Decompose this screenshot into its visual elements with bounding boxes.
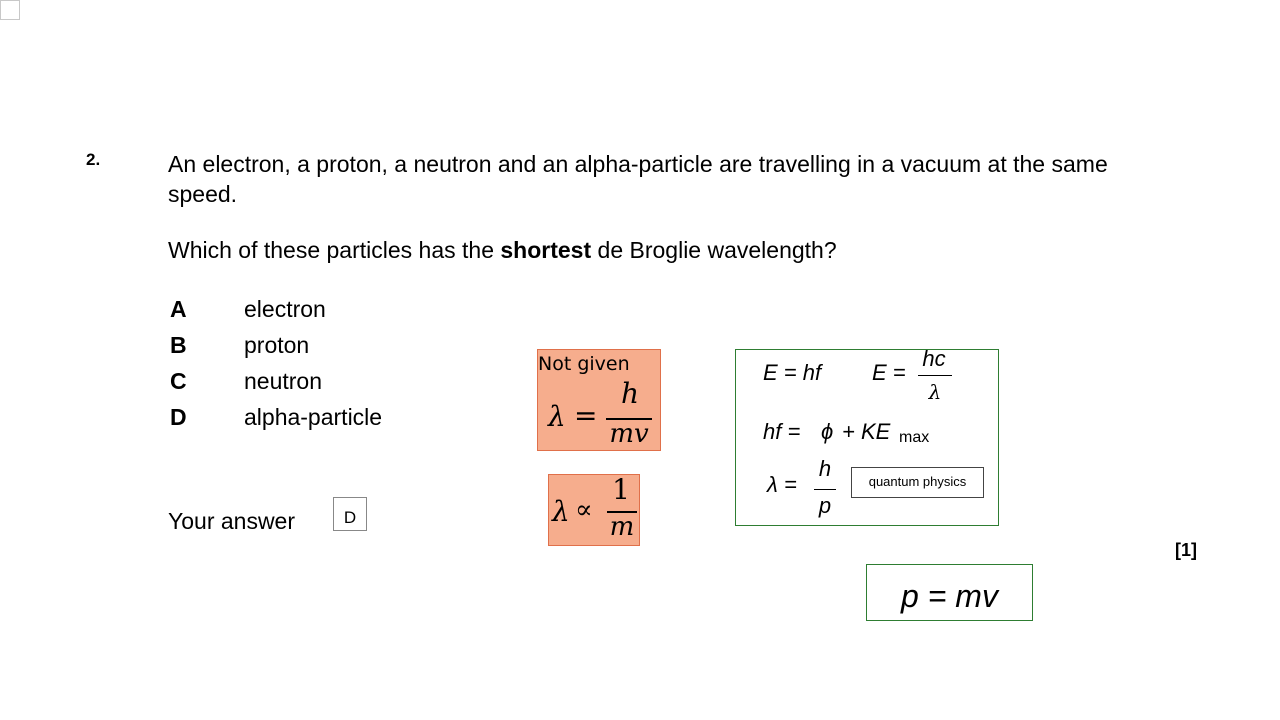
formula-h-bar: [814, 489, 836, 490]
prompt-end: de Broglie wavelength?: [591, 237, 837, 263]
formula-box: [735, 346, 999, 526]
formula-hc: hc: [922, 346, 946, 371]
option-d-letter: D: [170, 404, 187, 430]
option-b-text: proton: [244, 332, 310, 358]
option-b-letter: B: [170, 332, 187, 358]
answer-label: Your answer: [168, 508, 296, 534]
option-a-letter: A: [170, 296, 187, 322]
not-given-label: Not given: [538, 353, 630, 375]
option-c-letter: C: [170, 368, 187, 394]
question-number: 2.: [86, 150, 101, 169]
quantum-physics-tag: quantum physics: [851, 467, 984, 498]
formula-lambda-eq: λ =: [767, 472, 797, 497]
note2-denominator: m: [609, 512, 635, 542]
option-c-text: neutron: [244, 368, 323, 394]
momentum-formula-box: p = mv: [866, 564, 1033, 621]
prompt-start: Which of these particles has the: [168, 237, 501, 263]
formula-h-numerator: h: [818, 456, 832, 481]
note1-denominator: mv: [609, 419, 649, 449]
proportionality-note: [548, 474, 640, 546]
formula-plus-ke: + KE: [842, 419, 891, 444]
option-a-text: electron: [244, 296, 326, 322]
note2-numerator: 1: [612, 473, 630, 506]
note1-equals: =: [574, 399, 598, 432]
formula-max-subscript: max: [899, 429, 930, 446]
formula-hc-bar: [918, 375, 952, 376]
de-broglie-note: [537, 349, 661, 451]
prompt-emphasis: shortest: [500, 237, 592, 263]
note2-proportional: ∝: [575, 495, 593, 525]
option-d-text: alpha-particle: [244, 404, 383, 430]
note2-lambda: λ: [552, 495, 570, 528]
question-prompt: [168, 237, 837, 264]
formula-e-hf: E = hf: [763, 360, 822, 385]
formula-e-left: E =: [872, 360, 906, 385]
note1-numerator: h: [620, 377, 640, 410]
formula-lambda-denominator: λ: [928, 380, 942, 404]
answer-input[interactable]: D: [333, 497, 367, 531]
marks-label: [1]: [1175, 540, 1197, 560]
formula-p-denominator: p: [818, 493, 832, 518]
question-text: An electron, a proton, a neutron and an alpha-particle are travelling in a vacuum at the same speed.: [168, 151, 1108, 207]
formula-hf-left: hf =: [763, 419, 801, 444]
note1-lambda: λ: [548, 400, 566, 433]
page-corner-box: [0, 0, 20, 20]
formula-phi: ϕ: [821, 419, 834, 444]
